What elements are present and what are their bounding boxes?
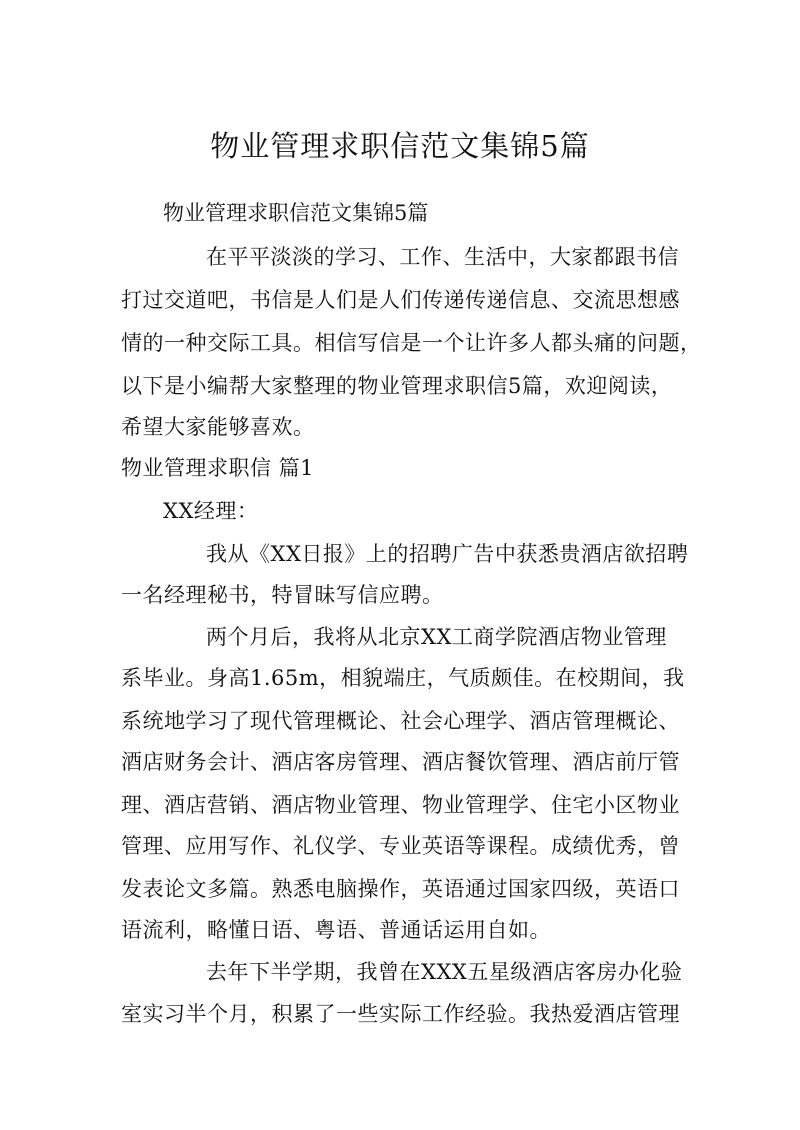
intro-line-2: 打过交道吧，书信是人们是人们传递传递信息、交流思想感 [121,288,680,312]
paragraph-2-line-5: 理、酒店营销、酒店物业管理、物业管理学、住宅小区物业 [121,793,680,817]
paragraph-2-line-3: 系统地学习了现代管理概论、社会心理学、酒店管理概论、 [121,709,680,733]
paragraph-3-line-1: 去年下半学期，我曾在XXX五星级酒店客房办化验 [206,960,683,984]
document-title: 物业管理求职信范文集锦5篇 [210,129,590,163]
paragraph-2-line-2: 系毕业。身高1.65m，相貌端庄，气质颇佳。在校期间，我 [121,666,685,690]
paragraph-2-line-6: 管理、应用写作、礼仪学、专业英语等课程。成绩优秀，曾 [121,834,680,858]
paragraph-3-line-2: 室实习半个月，积累了一些实际工作经验。我热爱酒店管理 [121,1002,680,1026]
paragraph-2-line-4: 酒店财务会计、酒店客房管理、酒店餐饮管理、酒店前厅管 [121,750,680,774]
intro-line-1: 在平平淡淡的学习、工作、生活中，大家都跟书信 [206,245,679,269]
intro-line-4: 以下是小编帮大家整理的物业管理求职信5篇，欢迎阅读， [121,374,673,398]
letter-salutation: XX经理： [163,499,259,523]
intro-line-5: 希望大家能够喜欢。 [121,415,315,439]
paragraph-2-line-7: 发表论文多篇。熟悉电脑操作，英语通过国家四级，英语口 [121,877,680,901]
paragraph-1-line-2: 一名经理秘书，特冒昧写信应聘。 [121,583,444,607]
section-heading: 物业管理求职信 篇1 [121,456,315,480]
paragraph-1-line-1: 我从《XX日报》上的招聘广告中获悉贵酒店欲招聘 [206,542,689,566]
paragraph-2-line-1: 两个月后，我将从北京XX工商学院酒店物业管理 [206,625,667,649]
paragraph-2-line-8: 语流利，略懂日语、粤语、普通话运用自如。 [121,918,551,942]
document-subtitle: 物业管理求职信范文集锦5篇 [163,201,429,225]
intro-line-3: 情的一种交际工具。相信写信是一个让许多人都头痛的问题， [121,331,702,355]
